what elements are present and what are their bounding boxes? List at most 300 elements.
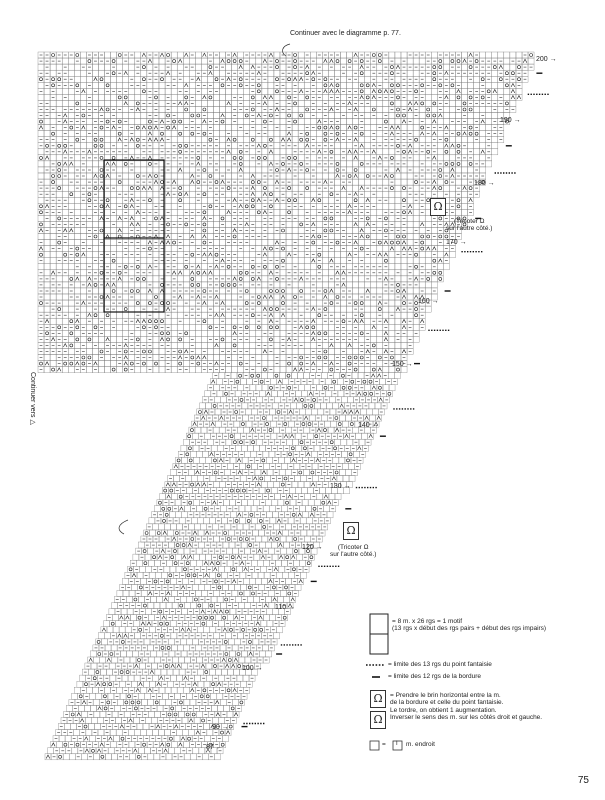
yarn-over-symbol <box>263 187 266 190</box>
yarn-over-symbol <box>300 223 303 226</box>
yarn-over-symbol <box>52 181 55 184</box>
yarn-over-symbol <box>142 362 145 365</box>
yarn-over-symbol <box>239 271 242 274</box>
yarn-over-symbol <box>136 187 139 190</box>
decrease-symbol <box>263 211 267 214</box>
yarn-over-symbol <box>112 368 115 371</box>
decrease-symbol <box>213 501 217 504</box>
yarn-over-symbol <box>439 187 442 190</box>
row-label-90: 90 → <box>212 724 229 731</box>
decrease-symbol <box>134 749 138 752</box>
decrease-symbol <box>217 682 221 685</box>
decrease-symbol <box>311 362 315 365</box>
yarn-over-symbol <box>354 169 357 172</box>
yarn-over-symbol <box>390 187 393 190</box>
decrease-symbol <box>402 120 406 123</box>
yarn-over-symbol <box>310 556 313 559</box>
decrease-symbol <box>183 555 187 558</box>
decrease-symbol <box>299 90 303 93</box>
decrease-symbol <box>76 362 80 365</box>
yarn-over-symbol <box>235 411 238 414</box>
twist-note-upper: (Tricoter Ω sur l'autre côté.) <box>446 218 493 233</box>
yarn-over-symbol <box>167 338 170 341</box>
yarn-over-symbol <box>58 217 61 220</box>
decrease-symbol <box>136 688 140 691</box>
yarn-over-symbol <box>505 84 508 87</box>
yarn-over-symbol <box>155 320 158 323</box>
yarn-over-symbol <box>324 229 327 232</box>
yarn-over-symbol <box>269 429 272 432</box>
yarn-over-symbol <box>198 411 201 414</box>
yarn-over-symbol <box>148 247 151 250</box>
yarn-over-symbol <box>427 114 430 117</box>
yarn-over-symbol <box>76 102 79 105</box>
yarn-over-symbol <box>124 308 127 311</box>
decrease-symbol <box>179 743 183 746</box>
decrease-symbol <box>240 561 244 564</box>
yarn-over-symbol <box>158 501 161 504</box>
yarn-over-symbol <box>76 247 79 250</box>
yarn-over-symbol <box>191 277 194 280</box>
yarn-over-symbol <box>239 60 242 63</box>
yarn-over-symbol <box>397 368 400 371</box>
yarn-over-symbol <box>397 144 400 147</box>
yarn-over-symbol <box>227 283 230 286</box>
yarn-over-symbol <box>76 253 79 256</box>
yarn-over-symbol <box>403 302 406 305</box>
decrease-symbol <box>193 422 197 425</box>
chart-row <box>38 355 407 361</box>
yarn-over-symbol <box>167 54 170 57</box>
yarn-over-symbol <box>197 156 200 159</box>
yarn-over-symbol <box>360 90 363 93</box>
decrease-symbol <box>174 465 178 468</box>
yarn-over-symbol <box>369 380 372 383</box>
yarn-over-symbol <box>445 150 448 153</box>
yarn-over-symbol <box>64 144 67 147</box>
yarn-over-symbol <box>70 126 73 129</box>
yarn-over-symbol <box>266 423 269 426</box>
yarn-over-symbol <box>397 96 400 99</box>
decrease-symbol <box>342 271 346 274</box>
decrease-symbol <box>408 211 412 214</box>
yarn-over-symbol <box>252 441 255 444</box>
decrease-symbol <box>130 204 134 207</box>
yarn-over-symbol <box>58 187 61 190</box>
chart-row <box>58 724 233 730</box>
yarn-over-symbol <box>415 90 418 93</box>
yarn-over-symbol <box>360 302 363 305</box>
yarn-over-symbol <box>70 320 73 323</box>
yarn-over-symbol <box>263 525 266 528</box>
yarn-over-symbol <box>103 695 106 698</box>
decrease-symbol <box>432 156 436 159</box>
yarn-over-symbol <box>324 138 327 141</box>
decrease-symbol <box>52 743 56 746</box>
yarn-over-symbol <box>191 483 194 486</box>
yarn-over-symbol <box>421 247 424 250</box>
yarn-over-symbol <box>221 338 224 341</box>
decrease-symbol <box>130 198 134 201</box>
decrease-symbol <box>142 186 146 189</box>
decrease-symbol <box>205 531 209 534</box>
yarn-over-symbol <box>366 84 369 87</box>
yarn-over-symbol <box>109 683 112 686</box>
decrease-symbol <box>124 71 128 74</box>
yarn-over-symbol <box>451 60 454 63</box>
decrease-symbol <box>221 114 225 117</box>
yarn-over-symbol <box>239 156 242 159</box>
yarn-over-symbol <box>252 592 255 595</box>
decrease-symbol <box>377 416 381 419</box>
chart-row <box>38 94 522 100</box>
decrease-symbol <box>358 446 362 449</box>
yarn-over-symbol <box>76 338 79 341</box>
yarn-over-symbol <box>310 404 313 407</box>
decrease-symbol <box>63 229 67 232</box>
decrease-symbol <box>196 483 200 486</box>
yarn-over-symbol <box>233 326 236 329</box>
yarn-over-symbol <box>270 386 273 389</box>
yarn-over-symbol <box>240 701 243 704</box>
yarn-over-symbol <box>257 211 260 214</box>
decrease-symbol <box>340 404 344 407</box>
decrease-symbol <box>335 428 339 431</box>
yarn-over-symbol <box>433 66 436 69</box>
decrease-symbol <box>311 259 315 262</box>
yarn-over-symbol <box>330 193 333 196</box>
decrease-symbol <box>197 295 201 298</box>
decrease-symbol <box>279 555 283 558</box>
decrease-symbol <box>269 96 273 99</box>
yarn-over-symbol <box>348 175 351 178</box>
yarn-over-symbol <box>179 199 182 202</box>
yarn-over-symbol <box>445 181 448 184</box>
yarn-over-symbol <box>250 513 253 516</box>
yarn-over-symbol <box>292 568 295 571</box>
yarn-over-symbol <box>46 144 49 147</box>
yarn-over-symbol <box>82 114 85 117</box>
yarn-over-symbol <box>98 653 101 656</box>
yarn-over-symbol <box>354 302 357 305</box>
decrease-symbol <box>463 186 467 189</box>
yarn-over-symbol <box>457 132 460 135</box>
yarn-over-symbol <box>330 441 333 444</box>
yarn-over-symbol <box>52 132 55 135</box>
decrease-symbol <box>328 501 332 504</box>
decrease-symbol <box>499 65 503 68</box>
yarn-over-symbol <box>100 296 103 299</box>
yarn-over-symbol <box>136 126 139 129</box>
yarn-over-symbol <box>306 187 309 190</box>
yarn-over-symbol <box>390 90 393 93</box>
yarn-over-symbol <box>518 78 521 81</box>
yarn-over-symbol <box>179 132 182 135</box>
decrease-symbol <box>445 126 449 129</box>
decrease-symbol <box>311 319 315 322</box>
decrease-symbol <box>234 713 238 716</box>
yarn-over-symbol <box>202 622 205 625</box>
yarn-over-symbol <box>415 138 418 141</box>
decrease-symbol <box>132 574 136 577</box>
yarn-over-symbol <box>469 66 472 69</box>
decrease-symbol <box>379 398 383 401</box>
yarn-over-symbol <box>239 84 242 87</box>
decrease-symbol <box>188 543 192 546</box>
yarn-over-symbol <box>433 78 436 81</box>
decrease-symbol <box>451 168 455 171</box>
decrease-symbol <box>150 670 154 673</box>
yarn-over-symbol <box>229 725 232 728</box>
yarn-over-symbol <box>213 459 216 462</box>
decrease-symbol <box>348 253 352 256</box>
decrease-symbol <box>275 241 279 244</box>
decrease-symbol <box>281 313 285 316</box>
decrease-symbol <box>273 598 277 601</box>
yarn-over-symbol <box>269 193 272 196</box>
decrease-symbol <box>287 338 291 341</box>
decrease-symbol <box>278 380 282 383</box>
yarn-over-symbol <box>324 78 327 81</box>
yarn-over-symbol <box>197 271 200 274</box>
yarn-over-symbol <box>245 290 248 293</box>
decrease-symbol <box>202 483 206 486</box>
decrease-symbol <box>360 319 364 322</box>
yarn-over-symbol <box>306 169 309 172</box>
decrease-symbol <box>445 253 449 256</box>
yarn-over-symbol <box>276 308 279 311</box>
yarn-over-symbol <box>134 598 137 601</box>
row-label-180: 180 → <box>474 180 495 187</box>
decrease-symbol <box>184 83 188 86</box>
decrease-symbol <box>237 513 241 516</box>
decrease-symbol <box>142 319 146 322</box>
decrease-symbol <box>45 319 49 322</box>
decrease-symbol <box>384 90 388 93</box>
yarn-over-symbol <box>269 205 272 208</box>
yarn-over-symbol <box>294 102 297 105</box>
yarn-over-symbol <box>159 610 162 613</box>
decrease-symbol <box>306 453 310 456</box>
decrease-symbol <box>402 247 406 250</box>
chart-row <box>125 572 307 578</box>
decrease-symbol <box>227 102 231 105</box>
yarn-over-symbol <box>403 211 406 214</box>
yarn-over-symbol <box>311 471 314 474</box>
decrease-symbol <box>239 204 243 207</box>
yarn-over-symbol <box>167 302 170 305</box>
decrease-symbol <box>102 628 106 631</box>
yarn-over-symbol <box>283 616 286 619</box>
yarn-over-symbol <box>40 223 43 226</box>
decrease-symbol <box>365 416 369 419</box>
decrease-symbol <box>348 150 352 153</box>
yarn-over-symbol <box>180 604 183 607</box>
yarn-over-symbol <box>160 634 163 637</box>
decrease-symbol <box>239 65 243 68</box>
yarn-over-symbol <box>378 54 381 57</box>
yarn-over-symbol <box>103 683 106 686</box>
decrease-symbol <box>354 192 358 195</box>
decrease-symbol <box>261 555 265 558</box>
yarn-over-symbol <box>481 96 484 99</box>
yarn-over-symbol <box>217 562 220 565</box>
yarn-over-symbol <box>457 162 460 165</box>
yarn-over-symbol <box>360 60 363 63</box>
yarn-over-symbol <box>269 247 272 250</box>
yarn-over-symbol <box>221 731 224 734</box>
decrease-symbol <box>263 247 267 250</box>
yarn-over-symbol <box>161 302 164 305</box>
decrease-symbol <box>408 108 412 111</box>
yarn-over-symbol <box>209 96 212 99</box>
yarn-over-symbol <box>179 150 182 153</box>
yarn-over-symbol <box>324 386 327 389</box>
yarn-over-symbol <box>100 175 103 178</box>
yarn-over-symbol <box>257 156 260 159</box>
yarn-over-symbol <box>336 132 339 135</box>
yarn-over-symbol <box>167 743 170 746</box>
yarn-over-symbol <box>179 350 182 353</box>
yarn-over-symbol <box>303 447 306 450</box>
yarn-over-symbol <box>421 241 424 244</box>
decrease-symbol <box>281 138 285 141</box>
yarn-over-symbol <box>251 108 254 111</box>
decrease-symbol <box>292 459 296 462</box>
yarn-over-symbol <box>324 332 327 335</box>
yarn-over-symbol <box>136 144 139 147</box>
yarn-over-symbol <box>203 169 206 172</box>
yarn-over-symbol <box>469 132 472 135</box>
decrease-symbol <box>148 186 152 189</box>
decrease-symbol <box>109 737 113 740</box>
decrease-symbol <box>233 229 237 232</box>
row-label-170: 170 → <box>446 239 467 246</box>
decrease-symbol <box>432 247 436 250</box>
decrease-symbol <box>136 319 140 322</box>
decrease-symbol <box>136 223 140 226</box>
decrease-symbol <box>85 749 89 752</box>
yarn-over-symbol <box>330 368 333 371</box>
yarn-over-symbol <box>197 181 200 184</box>
yarn-over-symbol <box>124 205 127 208</box>
yarn-over-symbol <box>336 84 339 87</box>
yarn-over-symbol <box>251 265 254 268</box>
decrease-symbol <box>275 180 279 183</box>
yarn-over-symbol <box>100 271 103 274</box>
decrease-symbol <box>257 277 261 280</box>
decrease-symbol <box>94 77 98 80</box>
yarn-over-symbol <box>88 60 91 63</box>
decrease-symbol <box>277 519 281 522</box>
chart-row <box>88 657 270 663</box>
decrease-symbol <box>213 567 217 570</box>
decrease-symbol <box>227 138 231 141</box>
yarn-over-symbol <box>403 235 406 238</box>
decrease-symbol <box>196 731 200 734</box>
yarn-over-symbol <box>163 519 166 522</box>
decrease-symbol <box>366 350 370 353</box>
decrease-symbol <box>432 120 436 123</box>
yarn-over-symbol <box>136 277 139 280</box>
decrease-symbol <box>324 295 328 298</box>
yarn-over-symbol <box>100 205 103 208</box>
yarn-over-symbol <box>84 725 87 728</box>
decrease-symbol <box>330 289 334 292</box>
yarn-over-symbol <box>281 483 284 486</box>
yarn-over-symbol <box>457 96 460 99</box>
decrease-symbol <box>360 144 364 147</box>
yarn-over-symbol <box>230 435 233 438</box>
yarn-over-symbol <box>94 187 97 190</box>
yarn-over-symbol <box>160 622 163 625</box>
yarn-over-symbol <box>445 138 448 141</box>
yarn-over-symbol <box>421 102 424 105</box>
yarn-over-symbol <box>288 187 291 190</box>
decrease-symbol <box>106 295 110 298</box>
decrease-symbol <box>384 277 388 280</box>
yarn-over-symbol <box>239 592 242 595</box>
decrease-symbol <box>82 90 86 93</box>
yarn-over-symbol <box>300 362 303 365</box>
yarn-over-symbol <box>173 241 176 244</box>
yarn-over-symbol <box>240 398 243 401</box>
yarn-over-symbol <box>224 532 227 535</box>
decrease-symbol <box>177 664 181 667</box>
yarn-over-symbol <box>153 556 156 559</box>
yarn-over-symbol <box>118 181 121 184</box>
yarn-over-symbol <box>338 423 341 426</box>
yarn-over-symbol <box>276 169 279 172</box>
decrease-symbol <box>160 138 164 141</box>
decrease-symbol <box>215 265 219 268</box>
decrease-symbol <box>203 356 207 359</box>
yarn-over-symbol <box>70 362 73 365</box>
yarn-over-symbol <box>70 277 73 280</box>
decrease-symbol <box>147 622 151 625</box>
decrease-symbol <box>181 586 185 589</box>
decrease-symbol <box>233 688 237 691</box>
decrease-symbol <box>517 96 521 99</box>
decrease-symbol <box>203 271 207 274</box>
decrease-symbol <box>354 241 358 244</box>
yarn-over-symbol <box>294 66 297 69</box>
yarn-over-symbol <box>378 308 381 311</box>
yarn-over-symbol <box>300 114 303 117</box>
decrease-symbol <box>197 162 201 165</box>
yarn-over-symbol <box>360 84 363 87</box>
chart-row <box>38 161 492 167</box>
decrease-symbol <box>330 83 334 86</box>
decrease-symbol <box>203 120 207 123</box>
yarn-over-symbol <box>300 356 303 359</box>
decrease-symbol <box>402 241 406 244</box>
decrease-symbol <box>197 356 201 359</box>
decrease-symbol <box>94 362 98 365</box>
decrease-symbol <box>124 356 128 359</box>
yarn-over-symbol <box>384 229 387 232</box>
row-label-190: 190 → <box>500 117 521 124</box>
decrease-symbol <box>342 283 346 286</box>
yarn-over-symbol <box>251 314 254 317</box>
decrease-symbol <box>148 156 152 159</box>
decrease-symbol <box>190 271 194 274</box>
yarn-over-symbol <box>131 701 134 704</box>
yarn-over-symbol <box>475 60 478 63</box>
yarn-over-symbol <box>166 580 169 583</box>
yarn-over-symbol <box>333 380 336 383</box>
yarn-over-symbol <box>169 574 172 577</box>
